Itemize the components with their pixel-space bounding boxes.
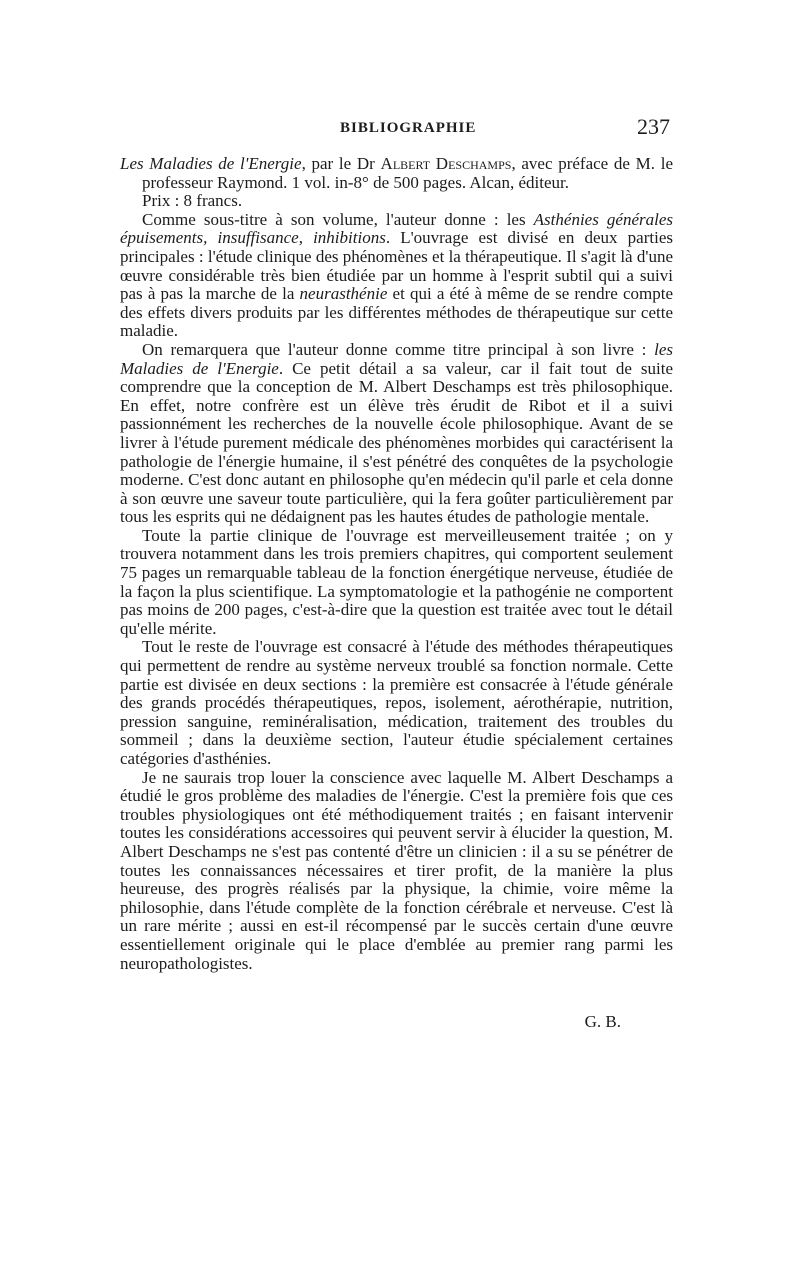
paragraph-1 bbox=[120, 211, 673, 341]
entry-price: Prix : 8 francs. bbox=[142, 191, 243, 211]
running-head: BIBLIOGRAPHIE bbox=[340, 120, 477, 136]
paragraph-2-text-a: On remarquera que l'auteur donne comme titre principal à son livre : bbox=[142, 339, 655, 359]
author-name: Albert Deschamps bbox=[380, 154, 512, 173]
paragraph-1-text-c: et qui a été à même de se rendre compte des effets divers produits par les différentes méthodes de thérapeutique sur cette maladie. bbox=[120, 284, 673, 341]
entry-by: , par le bbox=[301, 154, 357, 173]
paragraph-1-text-b: . L'ouvrage est divisé en deux parties principales : l'étude clinique des phénomènes et la thérapeutique. Il s'agit là d'une œuvre considérable très bien étudiée par un homme à l'esprit subtil qui a suivi pas à pas la marche de la bbox=[120, 228, 673, 304]
page-header bbox=[120, 112, 680, 146]
paragraph-1-text-a: Comme sous-titre à son volume, l'auteur donne : les bbox=[142, 209, 534, 229]
page-body bbox=[120, 155, 673, 973]
paragraph-2-text-b: . Ce petit détail a sa valeur, car il fait tout de suite comprendre que la conception de M. Albert Deschamps est très philosophique. En effet, notre confrère est un élève très érudit de Ribot et il a suivi passionnément les recherches de la nouvelle école philosophique. Avant de se livrer à l'étude purement médicale des phénomènes morbides qui caractérisent la pathologie de l'énergie humaine, il s'est pénétré des conquêtes de la psychologie moderne. C'est donc autant en philosophe qu'en médecin qu'il parle et cela donne à son œuvre une saveur toute particulière, qui la fera goûter particulièrement par tous les esprits qui ne dédaignent pas les hautes études de pathologie mentale. bbox=[120, 358, 674, 527]
paragraph-1-emphasis-2: neurasthénie bbox=[299, 284, 388, 304]
paragraph-4: Tout le reste de l'ouvrage est consacré à l'étude des méthodes thérapeutiques qui permettent de rendre au système nerveux troublé sa fonction normale. Cette partie est divisée en deux sections : la première est consacrée à l'étude générale des grands procédés thérapeutiques, repos, isolement, aérothérapie, nutrition, pression sanguine, reminéralisation, médication, traitement des troubles du sommeil ; dans la deuxième section, l'auteur étudie spécialement certaines catégories d'asthénies. bbox=[120, 637, 673, 768]
book-title: Les Maladies de l'Energie bbox=[120, 154, 302, 173]
bibliography-entry bbox=[120, 155, 673, 192]
paragraph-1-emphasis: Asthénies générales épuisements, insuffisance, inhibitions bbox=[120, 209, 673, 248]
paragraph-2 bbox=[120, 341, 673, 527]
signature: G. B. bbox=[584, 1012, 621, 1031]
paragraph-2-emphasis: les Maladies de l'Energie bbox=[120, 339, 673, 378]
paragraph-5: Je ne saurais trop louer la conscience avec laquelle M. Albert Deschamps a étudié le gros problème des maladies de l'énergie. C'est la première fois que ces troubles physiologiques ont été méthodiquement traités ; en faisant intervenir toutes les considérations accessoires qui peuvent servir à élucider la question, M. Albert Deschamps ne s'est pas contenté d'être un clinicien : il a su se pénétrer de toutes les connaissances nécessaires et tirer profit, de la manière la plus heureuse, des progrès réalisés par la physique, la chimie, voire même la philosophie, dans l'étude complète de la fonction cérébrale et nerveuse. C'est là un rare mérite ; aussi en est-il récompensé par le succès certain d'une œuvre essentiellement originale qui le place d'emblée au premier rang parmi les neuropathologistes. bbox=[120, 767, 673, 973]
paragraph-3: Toute la partie clinique de l'ouvrage est merveilleusement traitée ; on y trouvera notamment dans les trois premiers chapitres, qui comportent seulement 75 pages un remarquable tableau de la fonction énergétique nerveuse, étudiée de la façon la plus scientifique. La symptomatologie et la pathogénie ne comportent pas moins de 200 pages, c'est-à-dire que la question est traitée avec tout le détail qu'elle mérite. bbox=[120, 525, 673, 638]
entry-details: , avec préface de M. le professeur Raymond. 1 vol. in-8° de 500 pages. Alcan, éditeur. bbox=[142, 154, 673, 192]
page-number: 237 bbox=[637, 114, 670, 139]
author-title: Dr bbox=[356, 154, 375, 173]
